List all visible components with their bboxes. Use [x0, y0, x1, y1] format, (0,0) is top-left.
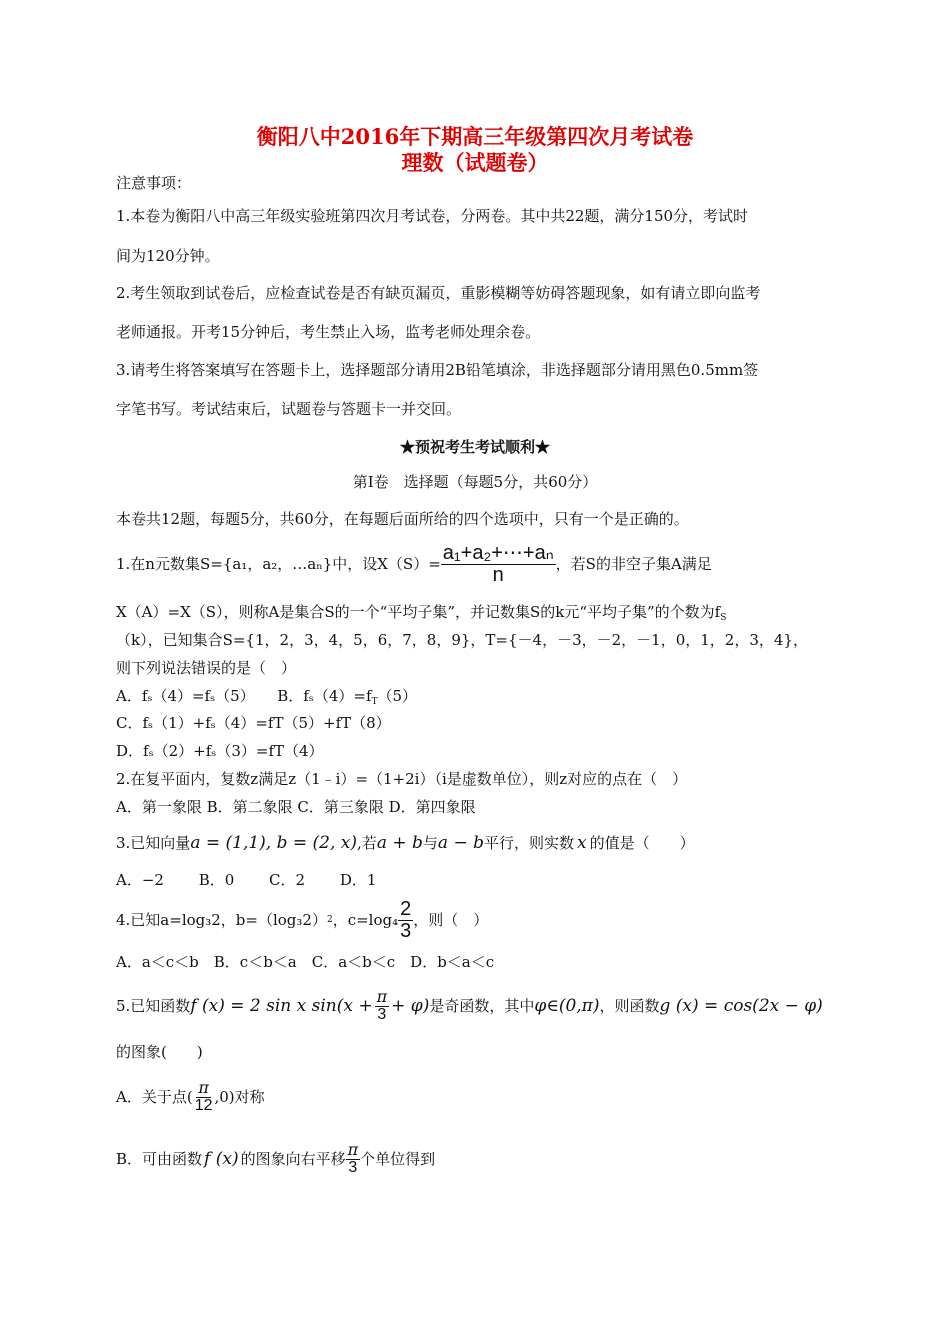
q5-pi-over-3 — [375, 986, 390, 1024]
q1-line-3: （k），已知集合S={1，2，3，4，5，6，7，8，9}，T={－4，－3，－2，－1，0，1，2，3，4}， — [116, 631, 808, 649]
q3-options: A．−2 B．0 C．2 D．1 — [116, 871, 377, 889]
q5-f-expression-tail: + φ) — [391, 996, 430, 1016]
q5-option-a — [116, 1074, 265, 1120]
question-5-stem — [116, 984, 823, 1028]
notice-item-1a: 1.本卷为衡阳八中高三年级实验班第四次月考试卷，分两卷。其中共22题，满分150分，考试时 — [116, 207, 749, 225]
q5-f-expression: f (x) = 2 sin x sin(x + — [190, 996, 373, 1016]
q1-fraction-denominator: n — [492, 563, 504, 586]
q1-pre: 1.在n元数集S={a₁，a₂，…aₙ}中，设X（S）= — [116, 555, 441, 573]
q3-mid: ,若 — [357, 834, 377, 852]
q2-options: A．第一象限 B．第二象限 C．第三象限 D．第四象限 — [116, 798, 476, 816]
q1-option-a-b — [116, 686, 417, 712]
notice-item-3a: 3.请考生将答案填写在答题卡上，选择题部分请用2B铅笔填涂，非选择题部分请用黑色0.5mm签 — [116, 361, 759, 379]
exam-subtitle: 理数（试题卷） — [401, 150, 549, 175]
q5-option-a-fraction — [193, 1077, 215, 1115]
q5-mid: 是奇函数，其中 — [429, 997, 535, 1015]
q3-variable: x — [577, 833, 587, 853]
q5-option-b-mid: 的图象向右平移 — [240, 1150, 346, 1168]
q5-option-a-post: ,0)对称 — [214, 1088, 265, 1106]
q4-pre: 4.已知a=log₃2，b=（log₃2） — [116, 911, 327, 929]
q5-option-b-fraction — [346, 1139, 361, 1177]
q1-option-b-tail: （5） — [377, 687, 418, 705]
exam-title: 衡阳八中2016年下期高三年级第四次月考试卷 — [256, 124, 694, 149]
section-intro: 本卷共12题，每题5分，共60分，在每题后面所给的四个选项中，只有一个是正确的。 — [116, 510, 689, 528]
q1-line-2-text: X（A）=X（S），则称A是集合S的一个“平均子集”，并记数集S的k元“平均子集”的个数为f — [116, 603, 721, 621]
q4-mid: ，c=log₄ — [332, 911, 399, 929]
q1-option-b-subscript: T — [371, 697, 378, 707]
q1-fraction-numerator: a₁+a₂+⋯+aₙ — [442, 541, 554, 564]
q5-option-b-denominator: 3 — [348, 1158, 358, 1176]
q5-option-b-post: 个单位得到 — [360, 1150, 436, 1168]
question-3-stem — [116, 830, 695, 856]
notice-heading: 注意事项： — [116, 174, 192, 192]
q5-option-b-function: f (x) — [204, 1149, 239, 1169]
q1-option-d: D．fₛ（2）+fₛ（3）=fT（4） — [116, 742, 324, 760]
q5-option-b — [116, 1136, 435, 1182]
q4-superscript: 2 — [326, 915, 333, 925]
q5-phi-domain: φ∈(0,π) — [534, 996, 600, 1016]
notice-item-2a: 2.考生领取到试卷后，应检查试卷是否有缺页漏页，重影模糊等妨碍答题现象，如有请立即向监考 — [116, 284, 761, 302]
q4-fraction — [398, 899, 413, 942]
q4-post: ，则（ ） — [413, 911, 489, 929]
q5-line-2: 的图象( ) — [116, 1043, 203, 1061]
good-luck-banner: ★预祝考生考试顺利★ — [399, 438, 550, 456]
q4-fraction-numerator: 2 — [400, 897, 412, 920]
q5-g-expression: g (x) = cos(2x − φ) — [659, 996, 823, 1016]
q3-tail: 的值是（ ） — [589, 834, 695, 852]
q5-option-a-denominator: 12 — [194, 1096, 213, 1114]
section-heading: 第Ⅰ卷 选择题（每题5分，共60分） — [352, 473, 598, 491]
q5-pi-denominator: 3 — [377, 1005, 387, 1023]
q5-pi-numerator: π — [376, 986, 388, 1006]
q4-fraction-denominator: 3 — [400, 919, 412, 942]
q5-option-b-pre: B．可由函数 — [116, 1150, 203, 1168]
q1-line-2 — [116, 602, 726, 628]
question-4-stem — [116, 898, 488, 942]
notice-item-3b: 字笔书写。考试结束后，试题卷与答题卡一并交回。 — [116, 400, 462, 418]
q3-with: 与 — [422, 834, 438, 852]
q1-line-2-subscript: S — [720, 613, 727, 623]
q5-option-a-pre: A．关于点( — [116, 1088, 193, 1106]
notice-item-2b: 老师通报。开考15分钟后，考生禁止入场，监考老师处理余卷。 — [116, 323, 541, 341]
q3-pre: 3.已知向量 — [116, 834, 191, 852]
q5-then: ，则函数 — [599, 997, 660, 1015]
q3-vectors: a = (1,1), b = (2, x) — [190, 833, 358, 853]
notice-item-1b: 间为120分钟。 — [116, 247, 220, 265]
q3-post: 平行，则实数 — [483, 834, 574, 852]
q1-line-4: 则下列说法错误的是（ ） — [116, 659, 297, 677]
q1-option-c: C．fₛ（1）+fₛ（4）=fT（5）+fT（8） — [116, 714, 391, 732]
q5-option-b-numerator: π — [347, 1139, 359, 1159]
q1-mean-fraction — [441, 543, 556, 586]
q5-option-a-numerator: π — [198, 1077, 209, 1097]
question-2-stem: 2.在复平面内，复数z满足z（1﹣i）=（1+2i）（i是虚数单位），则z对应的点在（ ） — [116, 770, 688, 788]
q1-option-a-text: A．fₛ（4）=fₛ（5） B．fₛ（4）=f — [116, 687, 372, 705]
q3-vector-diff: a − b — [437, 833, 484, 853]
q5-pre: 5.已知函数 — [116, 997, 191, 1015]
q1-post: ，若S的非空子集A满足 — [555, 555, 712, 573]
q3-vector-sum: a + b — [376, 833, 423, 853]
question-1-stem — [116, 542, 712, 586]
q4-options: A．a＜c＜b B．c＜b＜a C．a＜b＜c D．b＜a＜c — [116, 953, 495, 971]
